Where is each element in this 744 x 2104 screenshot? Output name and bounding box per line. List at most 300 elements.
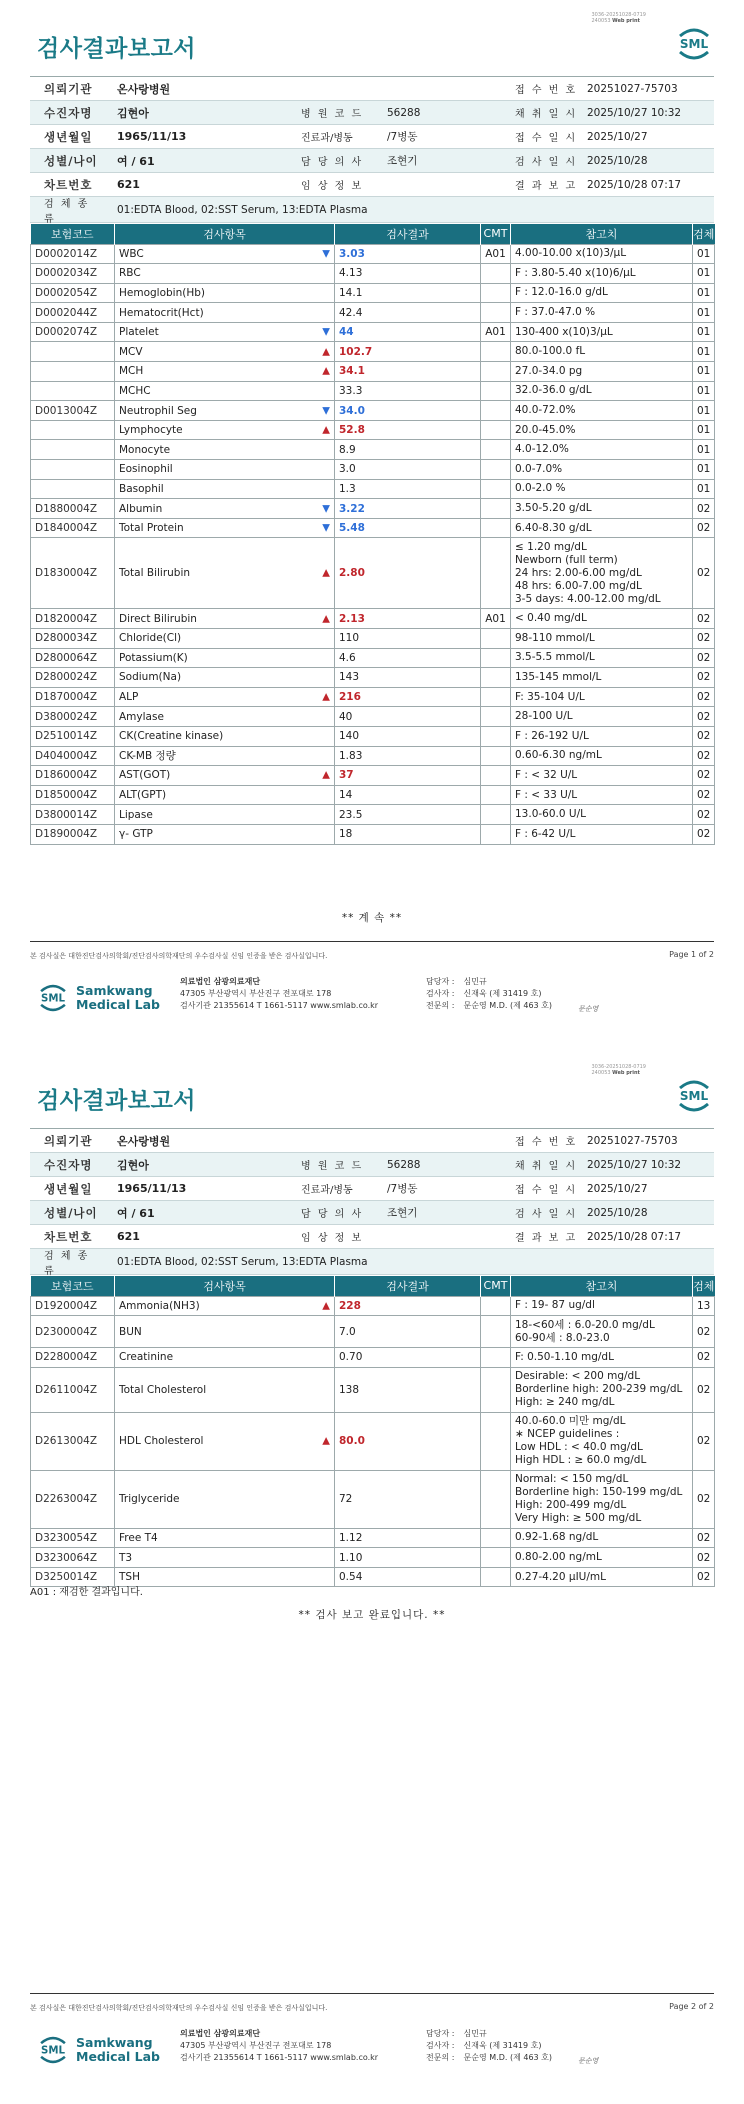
cell-spec: 01 [693,283,715,303]
cell-result: 0.54 [335,1567,481,1587]
cell-spec: 02 [693,1528,715,1548]
low-flag-icon: ▼ [322,503,330,515]
low-flag-icon: ▼ [322,405,330,417]
results-table-page-1 [30,224,715,845]
item-name: RBC [119,267,141,280]
recv-date-label: 접 수 일 시 [515,1185,578,1196]
cell-code [31,479,115,499]
item-name: Chloride(Cl) [119,632,182,645]
cell-code: D2800024Z [31,668,115,688]
inst-value: 온사랑병원 [117,1134,171,1148]
cell-cmt [481,668,511,688]
cell-result: 1.10 [335,1548,481,1568]
table-row [31,283,715,303]
high-flag-icon: ▲ [322,567,330,579]
cell-ref: < 0.40 mg/dL [511,609,693,629]
cell-ref: 3.50-5.20 g/dL [511,499,693,519]
stamp-line-1: 3036-20251028-0719 [591,1064,646,1070]
table-row [31,805,715,825]
item-name: Ammonia(NH3) [119,1299,200,1312]
cell-ref: F : < 33 U/L [511,785,693,805]
staff3-value: 문순영 M.D. (제 463 호) [463,1001,553,1010]
table-row [31,1296,715,1316]
item-name: Sodium(Na) [119,671,182,684]
col-ref: 참고치 [511,224,693,244]
cell-code: D0002054Z [31,283,115,303]
cell-cmt [481,1296,511,1316]
item-name: Total Bilirubin [119,567,191,580]
cell-code: D2280004Z [31,1348,115,1368]
chart-label: 차트번호 [44,1229,93,1244]
item-name: Free T4 [119,1531,158,1544]
dept-label: 진료과/병동 [301,133,353,144]
high-flag-icon: ▲ [322,1435,330,1447]
cell-ref: 135-145 mmol/L [511,668,693,688]
a01-note: A01 : 재검한 결과입니다. [30,1587,143,1598]
cell-ref: 98-110 mmol/L [511,629,693,649]
cell-item [115,479,335,499]
staff2-label: 검사자 : [426,989,455,998]
cell-result: 1.3 [335,479,481,499]
cell-code: D1830004Z [31,538,115,609]
cell-item [115,460,335,480]
cell-item [115,1567,335,1587]
table-row [31,420,715,440]
cell-cmt [481,479,511,499]
cell-item [115,322,335,342]
cell-code [31,362,115,382]
cell-result: 34.1 [335,362,481,382]
hosp-code-label: 병 원 코 드 [301,109,364,120]
cell-cmt [481,538,511,609]
test-date-label: 검 사 일 시 [515,1209,578,1220]
item-name: Eosinophil [119,463,173,476]
cell-code: D3800024Z [31,707,115,727]
cell-ref: F : 3.80-5.40 x(10)6/μL [511,264,693,284]
item-name: Direct Bilirubin [119,612,197,625]
samkwang-logo [36,2028,161,2072]
table-row [31,244,715,264]
col-code: 보험코드 [31,1276,115,1296]
item-name: Platelet [119,326,159,339]
cell-code: D2263004Z [31,1470,115,1528]
cell-code: D2613004Z [31,1412,115,1470]
cell-spec: 02 [693,668,715,688]
table-row [31,746,715,766]
dept-value: /7병동 [387,131,418,143]
item-name: Potassium(K) [119,651,188,664]
org-addr: 47305 부산광역시 부산진구 전포대로 178 [180,989,332,998]
page-number: Page 2 of 2 [669,2002,714,2011]
cell-spec: 02 [693,824,715,844]
doctor-value: 조현기 [387,1207,418,1219]
item-name: MCV [119,345,143,358]
low-flag-icon: ▼ [322,248,330,260]
item-name: ALT(GPT) [119,789,167,802]
staff-info [426,2028,552,2064]
table-row [31,668,715,688]
test-date-value: 2025/10/28 [587,154,648,167]
item-name: MCHC [119,384,151,397]
cell-result: 4.13 [335,264,481,284]
item-name: TSH [119,1571,140,1584]
org-contact: 검사기관 21355614 T 1661-5117 www.smlab.co.kr [180,1001,379,1010]
cell-result: 3.22 [335,499,481,519]
brand-line-1: Samkwang [76,2035,153,2050]
table-row [31,479,715,499]
cell-cmt [481,1316,511,1348]
cell-code [31,381,115,401]
cell-ref: 40.0-72.0% [511,401,693,421]
item-name: Creatinine [119,1351,174,1364]
dept-label: 진료과/병동 [301,1185,353,1196]
cell-item [115,1367,335,1412]
cell-item [115,726,335,746]
report-page-2 [0,1052,744,2104]
cell-result: 37 [335,766,481,786]
dob-value: 1965/11/13 [117,130,187,143]
recv-date-value: 2025/10/27 [587,1182,648,1195]
cell-cmt [481,824,511,844]
cell-ref: 0.92-1.68 ng/dL [511,1528,693,1548]
print-stamp [591,12,646,24]
print-stamp [591,1064,646,1076]
cell-ref: 0.60-6.30 ng/mL [511,746,693,766]
cell-item [115,283,335,303]
item-name: γ- GTP [119,828,153,841]
cell-spec: 01 [693,264,715,284]
cell-cmt: A01 [481,609,511,629]
cell-ref: 40.0-60.0 미만 mg/dL ∗ NCEP guidelines : Low HDL : < 40.0 mg/dL High HDL : ≥ 60.0 mg/dL [511,1412,693,1470]
cell-cmt [481,401,511,421]
cell-result: 5.48 [335,518,481,538]
header-row-chart [30,173,714,197]
cell-code [31,342,115,362]
hosp-code-label: 병 원 코 드 [301,1161,364,1172]
footer-divider [30,941,714,942]
cell-ref: F: 35-104 U/L [511,687,693,707]
cell-code [31,440,115,460]
signature: 문순영 [578,1005,599,1013]
cell-code: D1890004Z [31,824,115,844]
staff2-label: 검사자 : [426,2041,455,2050]
cell-spec: 02 [693,499,715,519]
low-flag-icon: ▼ [322,522,330,534]
cell-ref: 0.0-2.0 % [511,479,693,499]
cell-result: 7.0 [335,1316,481,1348]
cell-ref: F : 12.0-16.0 g/dL [511,283,693,303]
cell-spec: 02 [693,785,715,805]
cell-code: D2800064Z [31,648,115,668]
cell-item [115,499,335,519]
cell-ref: 18-<60세 : 6.0-20.0 mg/dL 60-90세 : 8.0-23.0 [511,1316,693,1348]
sex-label: 성별/나이 [44,153,98,168]
staff2-value: 신재욱 (제 31419 호) [463,2041,542,2050]
test-date-value: 2025/10/28 [587,1206,648,1219]
cell-code: D1840004Z [31,518,115,538]
cell-cmt [481,746,511,766]
col-cmt: CMT [481,1276,511,1296]
footer-divider [30,1993,714,1994]
cell-item [115,609,335,629]
staff3-label: 전문의 : [426,1001,455,1010]
high-flag-icon: ▲ [322,613,330,625]
table-row [31,264,715,284]
header-row-dob [30,125,714,149]
table-row [31,1316,715,1348]
staff1-label: 담당자 : [426,977,455,986]
cell-item [115,707,335,727]
cell-item [115,746,335,766]
hosp-code-value: 56288 [387,1158,421,1171]
item-name: WBC [119,247,144,260]
dob-value: 1965/11/13 [117,1182,187,1195]
table-row [31,766,715,786]
table-row [31,538,715,609]
item-name: Neutrophil Seg [119,404,197,417]
cell-spec: 01 [693,401,715,421]
cell-cmt [481,1528,511,1548]
collect-value: 2025/10/27 10:32 [587,1158,682,1171]
cell-result: 228 [335,1296,481,1316]
table-row [31,342,715,362]
table-row [31,518,715,538]
cell-item [115,1316,335,1348]
staff3-label: 전문의 : [426,2053,455,2062]
cell-code: D0002044Z [31,303,115,323]
cell-cmt [481,420,511,440]
cell-result: 140 [335,726,481,746]
item-name: Amylase [119,710,164,723]
cell-item [115,303,335,323]
cell-ref: F : 26-192 U/L [511,726,693,746]
high-flag-icon: ▲ [322,424,330,436]
cell-spec: 02 [693,1412,715,1470]
staff1-value: 심민규 [463,2029,487,2038]
cell-cmt [481,1367,511,1412]
cell-item [115,244,335,264]
header-row-specimen [30,197,714,223]
cell-spec: 02 [693,766,715,786]
cell-code: D4040004Z [31,746,115,766]
report-value: 2025/10/28 07:17 [587,1230,682,1243]
cell-result: 8.9 [335,440,481,460]
low-flag-icon: ▼ [322,326,330,338]
staff3-value: 문순영 M.D. (제 463 호) [463,2053,553,2062]
cell-item [115,538,335,609]
patient-header [30,1128,714,1275]
item-name: Lipase [119,808,153,821]
org-contact: 검사기관 21355614 T 1661-5117 www.smlab.co.kr [180,2053,379,2062]
cell-item [115,648,335,668]
inst-label: 의뢰기관 [44,1133,93,1148]
col-ref: 참고치 [511,1276,693,1296]
header-row-inst [30,77,714,101]
results-table-header [31,224,715,244]
sml-logo-icon [674,1078,714,1114]
high-flag-icon: ▲ [322,365,330,377]
cell-cmt [481,687,511,707]
sml-logo-icon [674,26,714,62]
cell-cmt [481,648,511,668]
sex-value: 여 / 61 [117,154,155,168]
cell-item [115,1548,335,1568]
table-row [31,499,715,519]
patient-header [30,76,714,223]
cell-cmt [481,726,511,746]
inst-value: 온사랑병원 [117,82,171,96]
cell-item [115,440,335,460]
cell-result: 4.6 [335,648,481,668]
cell-cmt [481,1567,511,1587]
cell-spec: 02 [693,1548,715,1568]
sml-footer-logo-icon [36,981,70,1015]
cell-result: 2.13 [335,609,481,629]
cell-item [115,805,335,825]
cell-item [115,629,335,649]
cell-ref: 0.0-7.0% [511,460,693,480]
cell-cmt [481,1348,511,1368]
item-name: MCH [119,365,144,378]
page-title: 검사결과보고서 [37,36,197,62]
doctor-label: 담 당 의 사 [301,1209,364,1220]
cell-spec: 02 [693,518,715,538]
item-name: Triglyceride [119,1493,180,1506]
cell-item [115,264,335,284]
cell-cmt [481,381,511,401]
cell-spec: 01 [693,362,715,382]
col-result: 검사결과 [335,1276,481,1296]
item-name: Hematocrit(Hct) [119,306,204,319]
chart-value: 621 [117,1230,140,1243]
col-spec: 검체 [693,1276,715,1296]
specimen-label: 검 체 종 류 [44,198,90,225]
cell-cmt [481,518,511,538]
cell-item [115,1412,335,1470]
cell-result: 3.0 [335,460,481,480]
cell-item [115,1296,335,1316]
clinical-label: 임 상 정 보 [301,181,364,192]
patient-value: 김현아 [117,106,149,120]
results-table-page-2 [30,1276,715,1587]
brand-line-2: Medical Lab [76,997,160,1012]
org-info [180,2028,378,2064]
item-name: BUN [119,1325,142,1338]
cell-code: D3800014Z [31,805,115,825]
cell-result: 14 [335,785,481,805]
dept-value: /7병동 [387,1183,418,1195]
cell-result: 80.0 [335,1412,481,1470]
item-name: Total Protein [119,522,184,535]
cell-cmt [481,1548,511,1568]
svg-text:SML: SML [679,1089,709,1103]
item-name: Hemoglobin(Hb) [119,286,206,299]
cell-ref: 130-400 x(10)3/μL [511,322,693,342]
report-complete-note: ** 검사 보고 완료입니다. ** [298,1609,446,1621]
cell-item [115,401,335,421]
cell-item [115,687,335,707]
cell-result: 102.7 [335,342,481,362]
cell-code [31,460,115,480]
col-item: 검사항목 [115,1276,335,1296]
cell-ref: F : 6-42 U/L [511,824,693,844]
cell-result: 42.4 [335,303,481,323]
org-name: 의료법인 삼광의료재단 [180,2029,261,2038]
cell-spec: 02 [693,609,715,629]
patient-label: 수진자명 [44,105,93,120]
cell-code [31,420,115,440]
cell-item [115,362,335,382]
cell-cmt [481,264,511,284]
cell-code: D1860004Z [31,766,115,786]
cell-item [115,824,335,844]
cell-item [115,668,335,688]
cell-code: D0002014Z [31,244,115,264]
cell-spec: 02 [693,707,715,727]
sml-footer-logo-icon [36,2033,70,2067]
patient-value: 김현아 [117,1158,149,1172]
cell-result: 143 [335,668,481,688]
cell-spec: 02 [693,1470,715,1528]
cell-spec: 01 [693,381,715,401]
cell-ref: 4.0-12.0% [511,440,693,460]
report-label: 결 과 보 고 [515,1233,578,1244]
cell-spec: 02 [693,648,715,668]
table-row [31,460,715,480]
table-row [31,1367,715,1412]
table-row [31,785,715,805]
cell-ref: 0.27-4.20 μIU/mL [511,1567,693,1587]
cell-spec: 02 [693,1316,715,1348]
cell-spec: 01 [693,342,715,362]
cell-spec: 13 [693,1296,715,1316]
page-title: 검사결과보고서 [37,1088,197,1114]
cell-result: 110 [335,629,481,649]
cell-code: D1920004Z [31,1296,115,1316]
cell-spec: 02 [693,538,715,609]
sex-value: 여 / 61 [117,1206,155,1220]
cell-spec: 02 [693,629,715,649]
staff1-value: 심민규 [463,977,487,986]
brand-line-1: Samkwang [76,983,153,998]
cell-cmt [481,342,511,362]
cell-ref: Desirable: < 200 mg/dL Borderline high: 200-239 mg/dL High: ≥ 240 mg/dL [511,1367,693,1412]
table-row [31,1412,715,1470]
cell-result: 1.83 [335,746,481,766]
clinical-label: 임 상 정 보 [301,1233,364,1244]
specimen-value: 01:EDTA Blood, 02:SST Serum, 13:EDTA Plasma [117,203,368,216]
item-name: Albumin [119,502,163,515]
item-name: T3 [119,1551,133,1564]
cell-ref: ≤ 1.20 mg/dL Newborn (full term) 24 hrs: 2.00-6.00 mg/dL 48 hrs: 6.00-7.00 mg/dL 3-5 days: 4.00-12.00 mg/dL [511,538,693,609]
item-name: CK-MB 정량 [119,750,176,763]
cell-item [115,766,335,786]
cell-item [115,1528,335,1548]
cell-spec: 02 [693,1367,715,1412]
cell-spec: 01 [693,460,715,480]
table-row [31,1548,715,1568]
table-row [31,362,715,382]
col-code: 보험코드 [31,224,115,244]
high-flag-icon: ▲ [322,691,330,703]
cell-result: 1.12 [335,1528,481,1548]
cell-code: D0013004Z [31,401,115,421]
cell-item [115,342,335,362]
table-row [31,824,715,844]
cell-spec: 02 [693,746,715,766]
recv-no-value: 20251027-75703 [587,82,678,95]
doctor-value: 조현기 [387,155,418,167]
